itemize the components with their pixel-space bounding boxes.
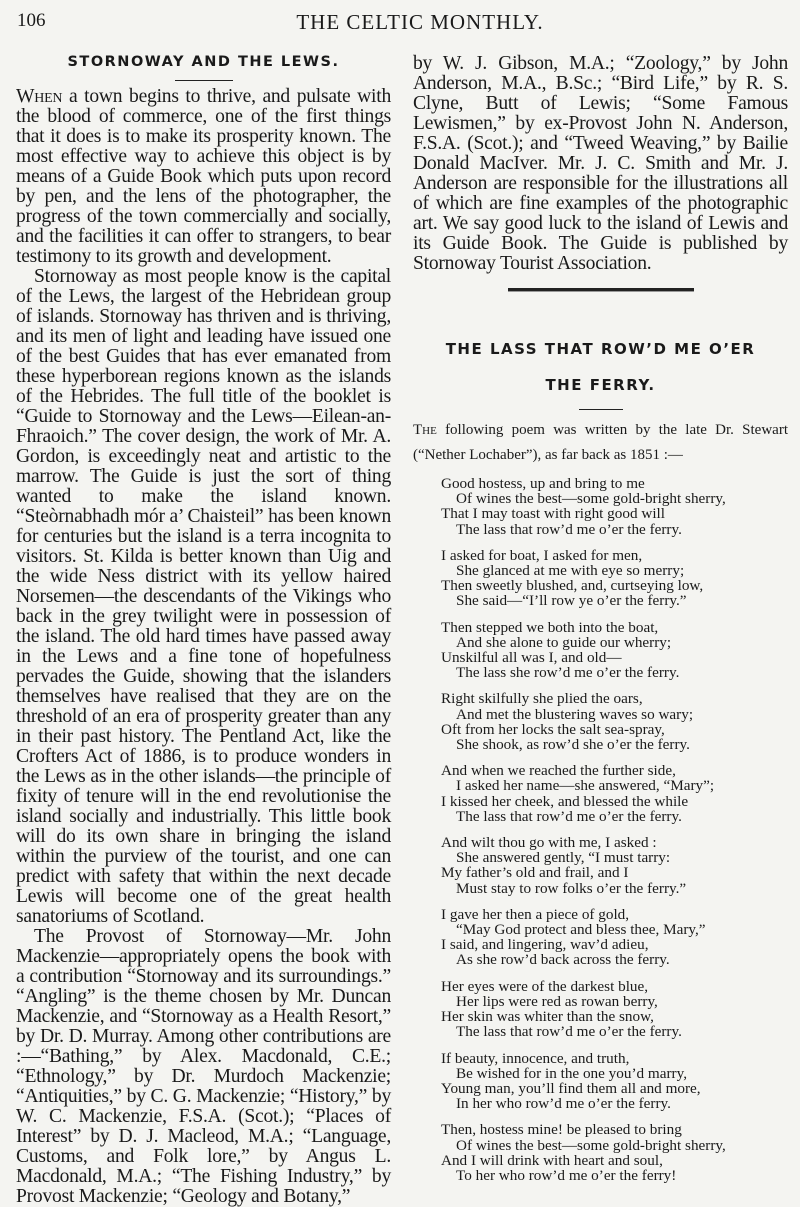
poem-line: I asked for boat, I asked for men, [441,546,643,564]
drop-word: The [413,422,437,438]
poem-line: She glanced at me with eye so merry; [456,562,685,580]
right-column [413,46,788,1194]
poem-line: And she alone to guide our wherry; [456,633,672,651]
poem-line: Then stepped we both into the boat, [441,618,659,636]
paragraph-text: a town begins to thrive, and pulsate with the blood of commerce, one of the first things that it does is to make its prosperity known. The most effective way to achieve this object is by means of a Guide Book which puts upon record by pen, and the lens of the photographer, the progress of the town commercially and socially, and the facilities it can offer to strangers, to bear testimony to its growth and development. [16,86,391,267]
poem-stanza [441,620,788,681]
poem-line: Her eyes were of the darkest blue, [441,977,649,995]
poem-stanza [441,979,788,1040]
page-number: 106 [17,10,46,31]
poem-line: The lass that row’d me o’er the ferry. [456,807,682,825]
poem-intro [413,418,788,468]
poem-stanza [441,691,788,752]
article-paragraph-2 [16,267,391,927]
article-continuation: by W. J. Gibson, M.A.; “Zoology,” by John Anderson, M.A., B.Sc.; “Bird Life,” by R. S. Clyne, Butt of Lewis; “Some Famous Lewismen,” by ex-Provost John N. Anderson, F.S.A. (Scot.); and “Tweed Weaving,” by Bailie Donald MacIver. Mr. J. C. Smith and Mr. J. Anderson are responsible for the illustrations all of which are fine examples of the photographic art. We say good luck to the island of Lewis and its Guide Book. The Guide is published by Stornoway Tourist Association. [413,53,788,274]
poem-line: Must stay to row folks o’er the ferry.” [456,879,687,897]
poem-line: I gave her then a piece of gold, [441,905,630,923]
poem-line: Of wines the best—some gold-bright sherry, [456,1136,726,1154]
poem-line: Right skilfully she plied the oars, [441,690,643,708]
poem-line: I kissed her cheek, and blessed the while [441,792,689,810]
poem-title-line-1: THE LASS THAT ROW’D ME O’ER [445,340,756,358]
poem-line: Good hostess, up and bring to me [441,475,645,492]
poem-line: The lass she row’d me o’er the ferry. [456,664,680,682]
poem-line: Then, hostess mine! be pleased to bring [441,1121,682,1139]
poem-title [413,331,788,403]
poem-line: I said, and lingering, wav’d adieu, [441,936,649,954]
poem-stanza [441,476,788,537]
poem-stanza [441,907,788,968]
poem-line: She answered gently, “I must tarry: [456,849,671,867]
running-head [14,10,786,36]
drop-word: When [16,86,63,107]
poem-line: Then sweetly blushed, and, curtseying low, [441,577,704,595]
poem-line: And I will drink with heart and soul, [441,1151,663,1169]
poem-line: Of wines the best—some gold-bright sherry, [456,490,726,508]
poem-stanza [441,835,788,896]
poem-line: The lass that row’d me o’er the ferry. [456,1023,682,1041]
left-column [16,46,391,1207]
poem-stanza [441,1122,788,1183]
poem-line: Her skin was whiter than the snow, [441,1008,654,1026]
paragraph-text: Stornoway as most people know is the capital of the Lews, the largest of the Hebridean group of islands. Stornoway has thriven and is thriving, and its men of light and leading have issued one of the best Guides that has ever emanated from these hyperborean regions known as the islands of the Hebrides. The full title of the booklet is “Guide to Stornoway and the Lews—Eilean-an-Fhraoich.” The cover design, the work of Mr. A. Gordon, is exceedingly neat and artistic to the marrow. The Guide is just the sort of thing wanted to make the island known. “Steòrnabhadh mór a’ Chaisteil” has been known for centuries but the island is a terra incognita to visitors. St. Kilda is better known than Uig and the wide Ness district with its yellow haired Norsemen—the descendants of the Vikings who back in the grey twilight were in possession of the island. The old hard times have passed away in the Lews and a fine tone of hopefulness pervades the Guide, showing that the islanders themselves have realised that they are on the threshold of an era of prosperity greater than any in their past history. The Pentland Act, like the Crofters Act of 1886, is to produce wonders in the Lews as in the other islands—the principle of fixity of tenure will in the end revolutionise the island socially and industrially. This little book will do its own share in bringing the island within the purview of the tourist, and one can predict with safety that within the next decade Lewis will become one of the great health sanatoriums of Scotland. [16,266,391,927]
article-paragraph-1 [16,87,391,267]
poem-title-line-2: THE FERRY. [545,376,656,394]
poem-line: The lass that row’d me o’er the ferry. [456,520,682,538]
poem-line: Oft from her locks the salt sea-spray, [441,720,665,738]
poem-line: Young man, you’ll find them all and more, [441,1079,701,1097]
poem-stanza [441,548,788,609]
intro-text: following poem was written by the late Dr. Stewart (“Nether Lochaber”), as far back as 1851 :— [413,422,788,463]
poem-line: In her who row’d me o’er the ferry. [456,1095,671,1113]
poem-line: My father’s old and frail, and I [441,864,629,882]
poem-title-rule [579,409,623,410]
poem-line: If beauty, innocence, and truth, [441,1049,630,1067]
poem-line: She said—“I’ll row ye o’er the ferry.” [456,592,687,610]
poem-line: And wilt thou go with me, I asked : [441,834,657,852]
title-rule [175,80,233,81]
poem-line: She shook, as row’d she o’er the ferry. [456,736,690,754]
paragraph-text: The Provost of Stornoway—Mr. John Mackenzie—appropriately opens the book with a contribution “Stornoway and its surroundings.” “Angling” is the theme chosen by Mr. Duncan Mackenzie, and “Stornoway as a Health Resort,” by Dr. D. Murray. Among other contributions are :—“Bathing,” by Alex. Macdonald, C.E.; “Ethnology,” by Dr. Murdoch Mackenzie; “Antiquities,” by C. G. Mackenzie; “History,” by W. C. Mackenzie, F.S.A. (Scot.); “Places of Interest” by D. J. Macleod, M.A.; “Language, Customs, and Folk lore,” by Angus L. Macdonald, M.A.; “The Fishing Industry,” by Provost Mackenzie; “Geology and Botany,” [16,926,391,1207]
poem-line: And when we reached the further side, [441,762,676,780]
poem-stanza [441,1051,788,1112]
article-paragraph-3 [16,927,391,1207]
poem-line: “May God protect and bless thee, Mary,” [456,921,706,939]
poem-stanza [441,763,788,824]
poem-line: That I may toast with right good will [441,505,665,523]
poem-line: Unskilful all was I, and old— [441,649,622,667]
poem-line: And met the blustering waves so wary; [456,705,694,723]
article-title: STORNOWAY AND THE LEWS. [67,54,340,70]
poem-line: To her who row’d me o’er the ferry! [456,1166,677,1184]
poem-line: Be wished for in the one you’d marry, [456,1064,687,1082]
section-divider [508,288,694,291]
poem-line: Her lips were red as rowan berry, [456,992,658,1010]
poem-line: I asked her name—she answered, “Mary”; [456,777,715,795]
poem-line: As she row’d back across the ferry. [456,951,670,969]
journal-title: THE CELTIC MONTHLY. [296,10,544,34]
poem [413,476,788,1183]
